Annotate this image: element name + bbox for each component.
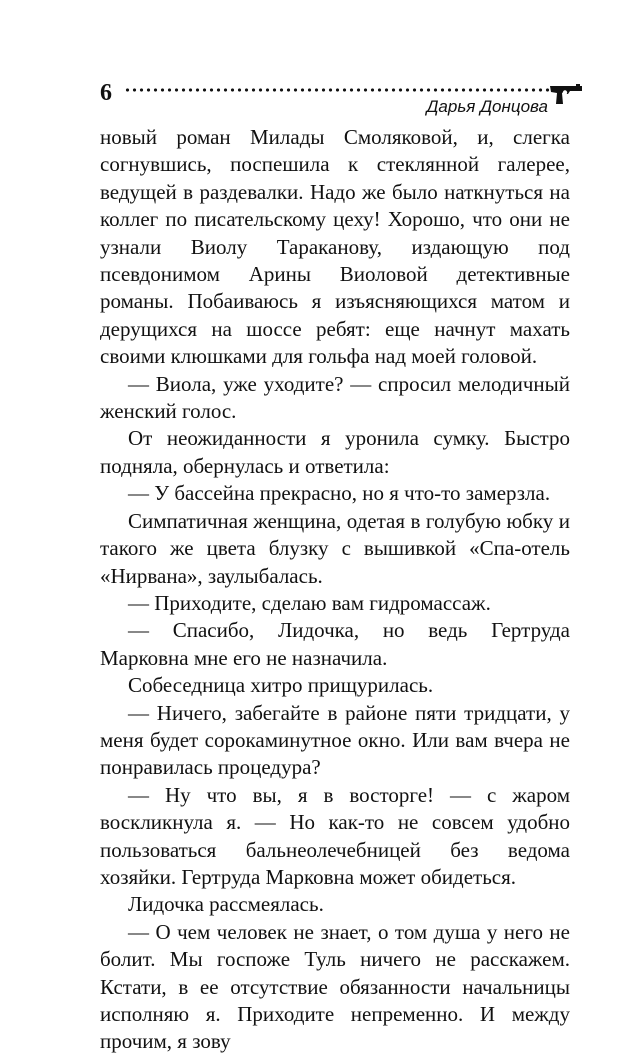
paragraph: — Ну что вы, я в восторге! — с жаром воскликнула я. — Но как-то не совсем удобно пользоваться бальнеолечебницей без ведома хозяйки. Гертруда Марковна может обидеться. [100,782,570,889]
header-dotted-rule [124,87,552,93]
page-body [100,124,570,1056]
running-header-author: Дарья Донцова [426,97,548,116]
paragraph: — Приходите, сделаю вам гидромассаж. [128,590,491,615]
revolver-icon [548,80,584,106]
paragraph: — Ничего, забегайте в районе пяти тридцати, у меня будет сорокаминутное окно. Или вам вчера не понравилась процедура? [100,700,570,780]
page-number: 6 [100,80,112,106]
paragraph: Собеседница хитро прищурилась. [128,673,434,698]
paragraph: — О чем человек не знает, о том душа у него не болит. Мы госпоже Туль ничего не расскажем. Кстати, в ее отсутствие обязанности начальницы исполняю я. Приходите непременно. И между прочим, я зову [100,919,570,1054]
paragraph: Симпатичная женщина, одетая в голубую юбку и такого же цвета блузку с вышивкой «Спа-отель «Нирвана», заулыбалась. [100,508,570,588]
paragraph: От неожиданности я уронила сумку. Быстро подняла, обернулась и ответила: [100,426,570,478]
paragraph: — Виола, уже уходите? — спросил мелодичный женский голос. [100,371,570,424]
paragraph: новый роман Милады Смоляковой, и, слегка согнувшись, поспешила к стеклянной галерее, ведущей в раздевалки. Надо же было наткнуться на коллег по писательскому цеху! Хорошо, что они не узнали Виолу Тараканову, издающую под псевдонимом Арины Виоловой детективные романы. Побаиваюсь я изъясняющихся матом и дерущихся на шоссе ребят: еще начнут махать своими клюшками для гольфа над моей головой. [100,125,570,369]
paragraph: Лидочка рассмеялась. [128,892,324,917]
paragraph: — У бассейна прекрасно, но я что-то замерзла. [128,481,551,506]
paragraph: — Спасибо, Лидочка, но ведь Гертруда Марковна мне его не назначила. [100,618,570,670]
